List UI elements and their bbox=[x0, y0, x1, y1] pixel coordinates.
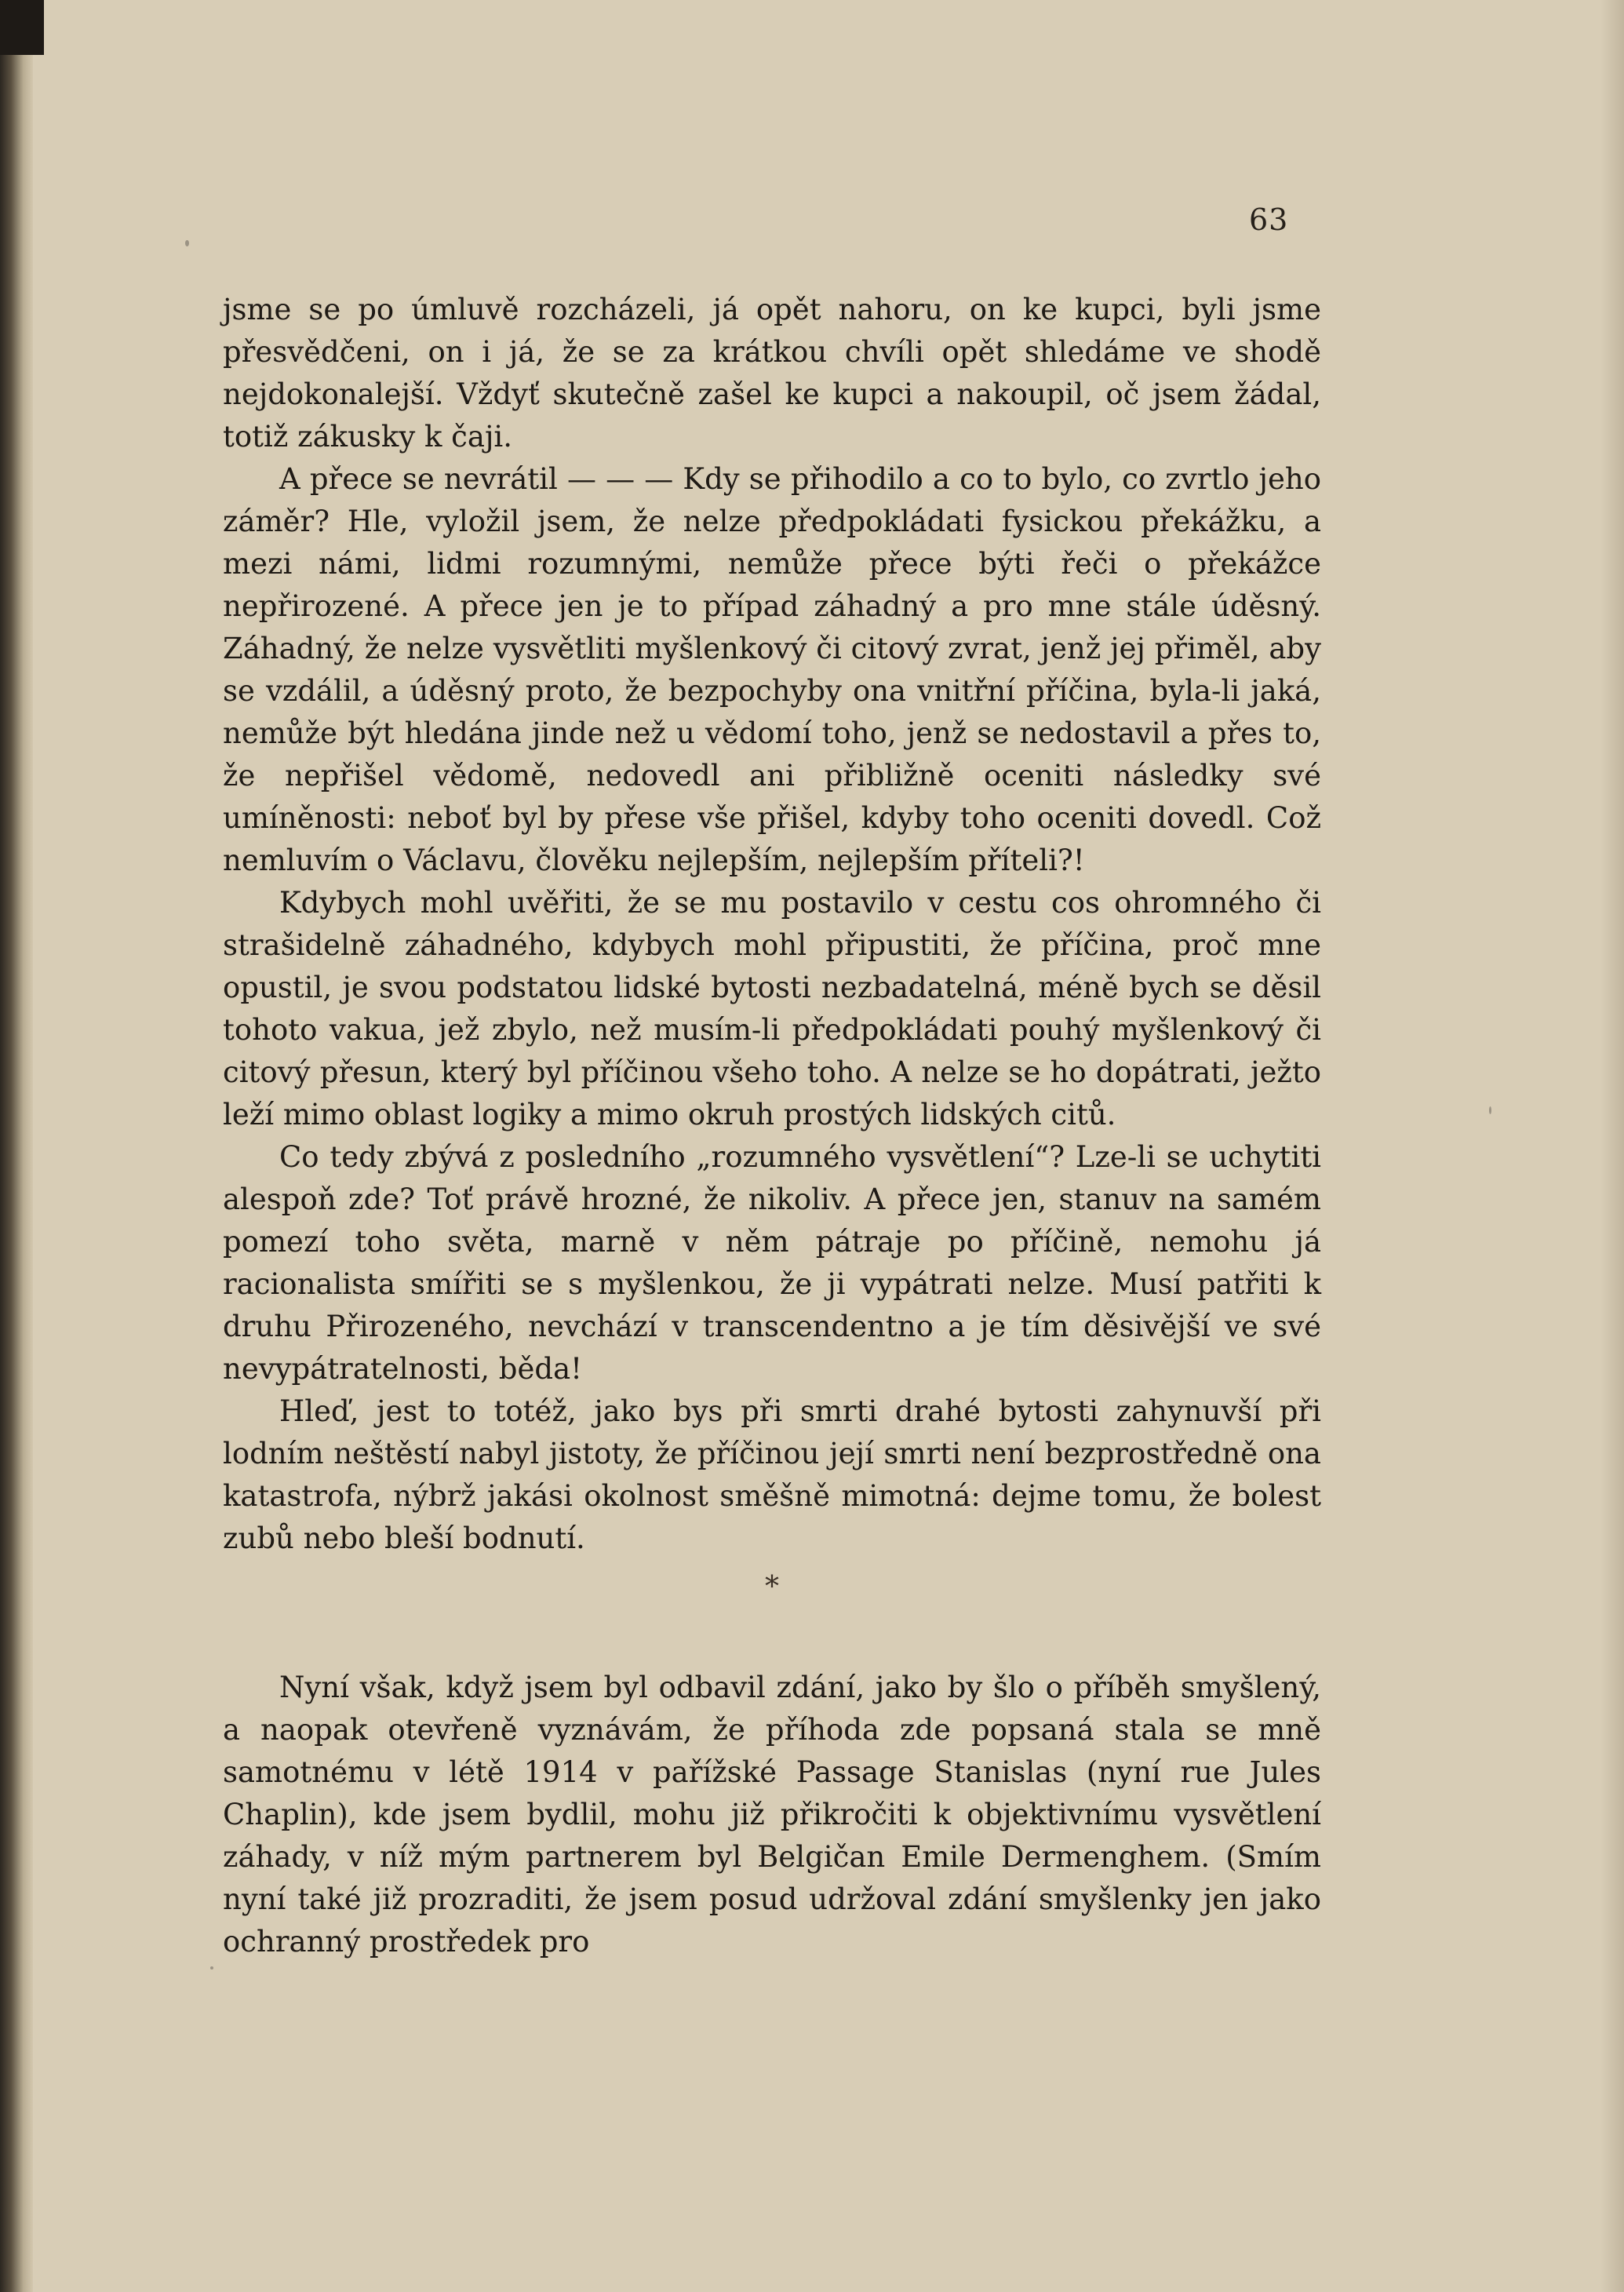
paragraph-5: Hleď, jest to totéž, jako bys při smrti drahé bytosti zahynuvší při lodním neštěstí nabyl jistoty, že příčinou její smrti není bezprostředně ona katastrofa, nýbrž jakási okolnost směšně mimotná: dejme tomu, že bolest zubů nebo bleší bodnutí. bbox=[223, 1394, 1321, 1555]
book-spine-edge bbox=[0, 0, 33, 2292]
paragraph-4: Co tedy zbývá z posledního „rozumného vysvětlení“? Lze-li se uchytiti alespoň zde? Toť právě hrozné, že nikoliv. A přece jen, stanuv na samém pomezí toho světa, marně v něm pátraje po příčině, nemohu já racionalista smířiti se s myšlenkou, že ji vypátrati nelze. Musí patřiti k druhu Přirozeného, nevchází v transcendentno a je tím děsivější ve své nevypátratelnosti, běda! bbox=[223, 1140, 1321, 1386]
section-separator: * bbox=[765, 1571, 779, 1603]
paper-fleck bbox=[185, 240, 189, 246]
paper-fleck bbox=[1489, 1106, 1491, 1114]
paper-fleck bbox=[210, 1966, 213, 1970]
page-right-shadow bbox=[1600, 0, 1624, 2292]
paragraph-3: Kdybych mohl uvěřiti, že se mu postavilo v cestu cos ohromného či strašidelně záhadného, kdybych mohl připustiti, že příčina, proč mne opustil, je svou podstatou lidské bytosti nezbadatelná, méně bych se děsil tohoto vakua, jež zbylo, než musím-li předpokládati pouhý myšlenkový či citový přesun, který byl příčinou všeho toho. A nelze se ho dopátrati, ježto leží mimo oblast logiky a mimo okruh prostých lidských citů. bbox=[223, 886, 1321, 1131]
paragraph-6: Nyní však, když jsem byl odbavil zdání, jako by šlo o příběh smyšlený, a naopak otevřeně vyznávám, že příhoda zde popsaná stala se mně samotnému v létě 1914 v pařížské Passage Stanislas (nyní rue Jules Chaplin), kde jsem bydlil, mohu již přikročiti k objektivnímu vysvětlení záhady, v níž mým partnerem byl Belgičan Emile Dermenghem. (Smím nyní také již prozraditi, že jsem posud udržoval zdání smyšlenky jen jako ochranný prostředek pro bbox=[223, 1671, 1321, 1959]
page-number: 63 bbox=[1249, 202, 1289, 237]
page-body-text bbox=[223, 289, 1321, 1963]
paragraph-2: A přece se nevrátil — — — Kdy se přihodilo a co to bylo, co zvrtlo jeho záměr? Hle, vyložil jsem, že nelze předpokládati fysickou překážku, a mezi námi, lidmi rozumnými, nemůže přece býti řeči o překážce nepřirozené. A přece jen je to případ záhadný a pro mne stále úděsný. Záhadný, že nelze vysvětliti myšlenkový či citový zvrat, jenž jej přiměl, aby se vzdálil, a úděsný proto, že bezpochyby ona vnitřní příčina, byla-li jaká, nemůže být hledána jinde než u vědomí toho, jenž se nedostavil a přes to, že nepřišel vědomě, nedovedl ani přibližně oceniti následky své umíněnosti: neboť byl by přese vše přišel, kdyby toho oceniti dovedl. Což nemluvím o Václavu, člověku nejlepším, nejlepším příteli?! bbox=[223, 462, 1321, 877]
scan-corner-shadow bbox=[0, 0, 44, 55]
paragraph-1: jsme se po úmluvě rozcházeli, já opět nahoru, on ke kupci, byli jsme přesvědčeni, on i já, že se za krátkou chvíli opět shledáme ve shodě nejdokonalejší. Vždyť skutečně zašel ke kupci a nakoupil, oč jsem žádal, totiž zákusky k čaji. bbox=[223, 293, 1321, 454]
